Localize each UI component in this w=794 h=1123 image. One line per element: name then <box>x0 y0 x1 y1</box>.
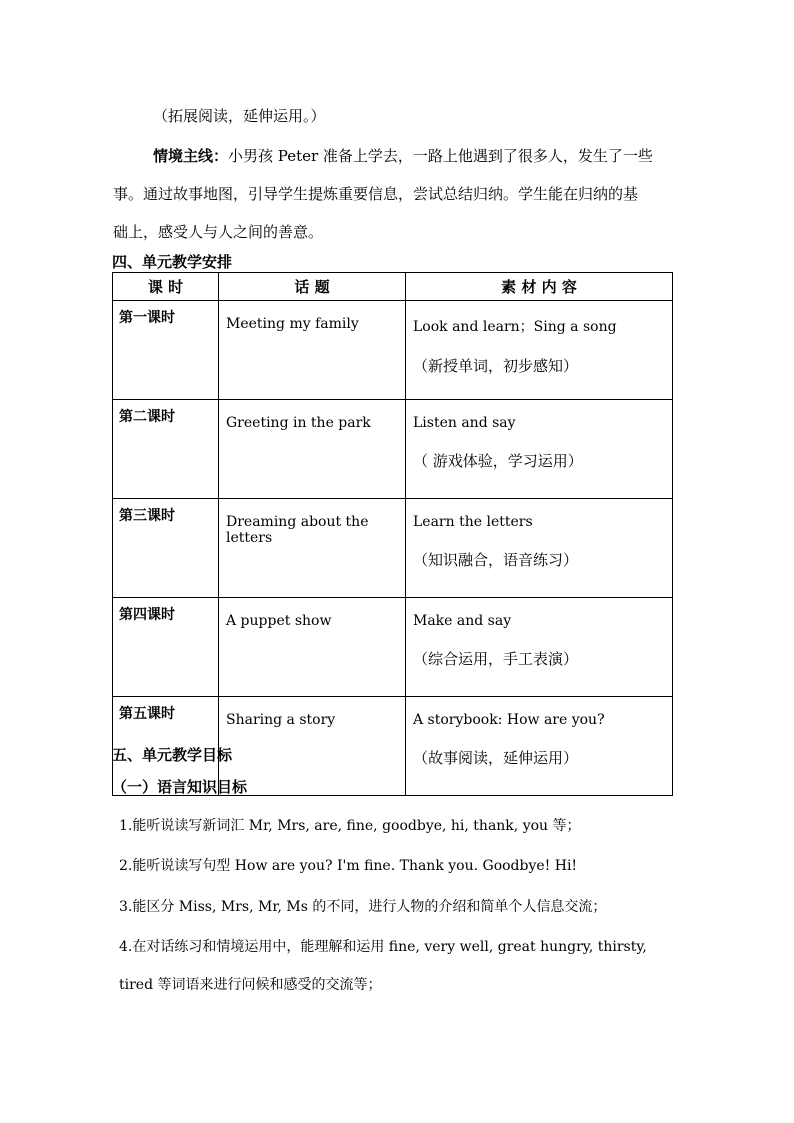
context-text-1: 小男孩 Peter 准备上学去，一路上他遇到了很多人，发生了一些 <box>228 147 653 165</box>
section-4-title: 四、单元教学安排 <box>112 253 233 271</box>
material-cell <box>406 499 673 598</box>
material-text: Look and learn；Sing a song <box>413 319 617 335</box>
topic-cell: Meeting my family <box>219 301 406 400</box>
header-topic: 话 题 <box>219 273 406 301</box>
material-note: （知识融合，语音练习） <box>413 551 579 569</box>
goal-3: 3.能区分 Miss, Mrs, Mr, Ms 的不同，进行人物的介绍和简单个人信息交流； <box>119 899 607 915</box>
context-label: 情境主线： <box>153 147 229 165</box>
section-5-title: 五、单元教学目标 <box>112 746 233 764</box>
topic-cell: Dreaming about the letters <box>219 499 406 598</box>
lesson-cell: 第三课时 <box>113 499 219 598</box>
header-material: 素 材 内 容 <box>406 273 673 301</box>
lesson-cell: 第五课时 <box>113 697 219 796</box>
material-cell <box>406 697 673 796</box>
table-row <box>113 301 673 400</box>
lesson-cell: 第四课时 <box>113 598 219 697</box>
unit-schedule-table <box>112 272 673 796</box>
header-lesson: 课 时 <box>113 273 219 301</box>
material-text: A storybook: How are you? <box>413 712 605 728</box>
lesson-cell: 第二课时 <box>113 400 219 499</box>
table-row <box>113 598 673 697</box>
goal-4-line-2: tired 等词语来进行问候和感受的交流等； <box>119 977 382 993</box>
goal-4-line-1: 4.在对话练习和情境运用中，能理解和运用 fine, very well, great hungry, thirsty, <box>119 939 647 955</box>
topic-cell: Sharing a story <box>219 697 406 796</box>
context-line-3: 础上，感受人与人之间的善意。 <box>113 223 324 241</box>
material-text: Listen and say <box>413 415 516 431</box>
material-note: （新授单词，初步感知） <box>413 357 579 375</box>
table-row <box>113 400 673 499</box>
goal-1: 1.能听说读写新词汇 Mr, Mrs, are, fine, goodbye, hi, thank, you 等； <box>119 818 581 834</box>
material-cell <box>406 301 673 400</box>
material-note: （综合运用，手工表演） <box>413 650 579 668</box>
material-text: Make and say <box>413 613 512 629</box>
goal-2: 2.能听说读写句型 How are you? I'm fine. Thank you. Goodbye! Hi! <box>119 858 578 874</box>
lesson-cell: 第一课时 <box>113 301 219 400</box>
material-cell <box>406 598 673 697</box>
intro-paragraph-tail: （拓展阅读，延伸运用。） <box>153 107 326 125</box>
material-note: （ 游戏体验，学习运用） <box>413 452 583 470</box>
topic-cell: A puppet show <box>219 598 406 697</box>
table-row <box>113 499 673 598</box>
context-line-2: 事。通过故事地图，引导学生提炼重要信息，尝试总结归纳。学生能在归纳的基 <box>113 185 639 203</box>
context-line-1 <box>153 146 653 166</box>
material-cell <box>406 400 673 499</box>
material-text: Learn the letters <box>413 514 533 530</box>
topic-cell: Greeting in the park <box>219 400 406 499</box>
material-note: （故事阅读，延伸运用） <box>413 749 579 767</box>
subsection-1-title: （一）语言知识目标 <box>112 778 248 796</box>
table-header-row <box>113 273 673 301</box>
